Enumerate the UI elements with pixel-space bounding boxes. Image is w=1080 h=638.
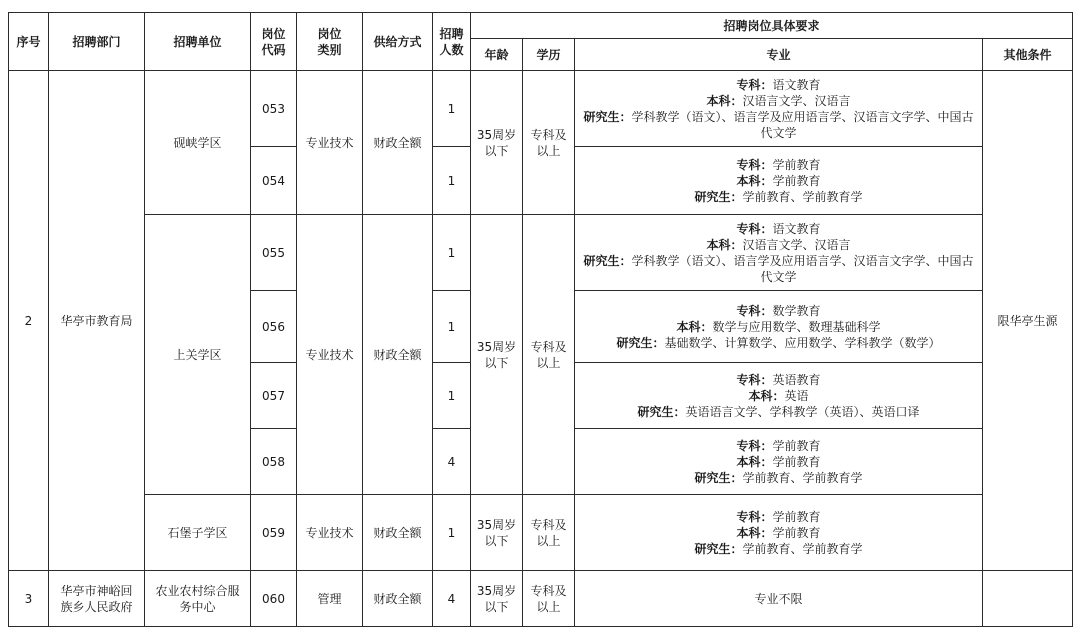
header-department: 招聘部门 — [49, 13, 145, 71]
benke-value: 学前教育 — [772, 454, 821, 469]
header-unit: 招聘单位 — [145, 13, 251, 71]
funding-cell: 财政全额 — [363, 571, 433, 627]
benke-value: 数学与应用数学、数理基础科学 — [712, 319, 881, 334]
benke-value: 学前教育 — [772, 525, 821, 540]
post-code-cell: 057 — [251, 363, 297, 429]
count-cell: 4 — [433, 429, 471, 495]
major-cell — [575, 71, 983, 147]
benke-value: 汉语言文学、汉语言 — [742, 93, 851, 108]
education-cell — [523, 571, 575, 627]
header-post-code-line1: 岗位 — [261, 26, 286, 41]
age-cell — [471, 495, 523, 571]
post-code-cell: 059 — [251, 495, 297, 571]
major-cell: 专业不限 — [575, 571, 983, 627]
department-line2: 族乡人民政府 — [60, 599, 133, 614]
education-line2: 以上 — [536, 355, 561, 370]
benke-value: 英语 — [784, 388, 809, 403]
major-cell — [575, 429, 983, 495]
major-cell — [575, 215, 983, 291]
zhuanke-label: 专科： — [736, 372, 773, 387]
age-line2: 以下 — [484, 599, 509, 614]
age-line1: 35周岁 — [476, 339, 517, 354]
other-conditions-cell: 限华亭生源 — [983, 71, 1073, 571]
count-cell: 1 — [433, 363, 471, 429]
header-post-type — [297, 13, 363, 71]
education-line1: 专科及 — [530, 517, 567, 532]
education-line2: 以上 — [536, 599, 561, 614]
age-line1: 35周岁 — [476, 583, 517, 598]
age-line1: 35周岁 — [476, 517, 517, 532]
department-cell: 华亭市教育局 — [49, 71, 145, 571]
header-education: 学历 — [523, 39, 575, 71]
table-row — [9, 215, 1073, 291]
age-line2: 以下 — [484, 143, 509, 158]
post-code-cell: 056 — [251, 291, 297, 363]
education-cell — [523, 71, 575, 215]
zhuanke-label: 专科： — [736, 221, 773, 236]
benke-value: 汉语言文学、汉语言 — [742, 237, 851, 252]
recruitment-table — [8, 12, 1073, 627]
header-post-code — [251, 13, 297, 71]
zhuanke-value: 语文教育 — [772, 77, 821, 92]
age-line2: 以下 — [484, 533, 509, 548]
count-cell: 1 — [433, 215, 471, 291]
education-line2: 以上 — [536, 143, 561, 158]
count-cell: 1 — [433, 495, 471, 571]
table-row — [9, 495, 1073, 571]
zhuanke-value: 学前教育 — [772, 438, 821, 453]
count-cell: 1 — [433, 291, 471, 363]
yanjiusheng-label: 研究生： — [694, 541, 743, 556]
funding-cell: 财政全额 — [363, 495, 433, 571]
yanjiusheng-value: 学前教育、学前教育学 — [742, 189, 863, 204]
yanjiusheng-label: 研究生： — [637, 404, 686, 419]
zhuanke-value: 英语教育 — [772, 372, 821, 387]
education-line2: 以上 — [536, 533, 561, 548]
header-requirements: 招聘岗位具体要求 — [471, 13, 1073, 39]
department-line1: 华亭市神峪回 — [60, 583, 133, 598]
post-code-cell: 054 — [251, 147, 297, 215]
zhuanke-label: 专科： — [736, 303, 773, 318]
major-cell — [575, 291, 983, 363]
yanjiusheng-label: 研究生： — [694, 189, 743, 204]
post-code-cell: 053 — [251, 71, 297, 147]
yanjiusheng-value: 学前教育、学前教育学 — [742, 541, 863, 556]
count-cell: 1 — [433, 147, 471, 215]
benke-value: 学前教育 — [772, 173, 821, 188]
yanjiusheng-label: 研究生： — [616, 335, 665, 350]
yanjiusheng-label: 研究生： — [583, 253, 632, 268]
funding-cell: 财政全额 — [363, 71, 433, 215]
header-age: 年龄 — [471, 39, 523, 71]
header-major: 专业 — [575, 39, 983, 71]
education-line1: 专科及 — [530, 339, 567, 354]
header-other: 其他条件 — [983, 39, 1073, 71]
department-cell — [49, 571, 145, 627]
age-line1: 35周岁 — [476, 127, 517, 142]
age-cell — [471, 71, 523, 215]
age-line2: 以下 — [484, 355, 509, 370]
yanjiusheng-value: 学科教学（语文）、语言学及应用语言学、汉语言文字学、中国古代文学 — [631, 253, 974, 284]
funding-cell: 财政全额 — [363, 215, 433, 495]
post-code-cell: 060 — [251, 571, 297, 627]
yanjiusheng-value: 学科教学（语文）、语言学及应用语言学、汉语言文字学、中国古代文学 — [631, 109, 974, 140]
zhuanke-label: 专科： — [736, 157, 773, 172]
count-cell: 4 — [433, 571, 471, 627]
post-type-cell: 管理 — [297, 571, 363, 627]
post-code-cell: 055 — [251, 215, 297, 291]
benke-label: 本科： — [706, 237, 743, 252]
header-count-line1: 招聘 — [439, 26, 464, 41]
post-type-cell: 专业技术 — [297, 495, 363, 571]
benke-label: 本科： — [736, 454, 773, 469]
major-cell — [575, 363, 983, 429]
unit-cell: 石堡子学区 — [145, 495, 251, 571]
yanjiusheng-value: 英语语言文学、学科教学（英语）、英语口译 — [685, 404, 920, 419]
education-line1: 专科及 — [530, 127, 567, 142]
zhuanke-value: 学前教育 — [772, 157, 821, 172]
yanjiusheng-value: 基础数学、计算数学、应用数学、学科教学（数学） — [664, 335, 941, 350]
major-cell — [575, 495, 983, 571]
seq-cell: 3 — [9, 571, 49, 627]
unit-cell: 砚峡学区 — [145, 71, 251, 215]
benke-label: 本科： — [706, 93, 743, 108]
benke-label: 本科： — [736, 173, 773, 188]
header-seq: 序号 — [9, 13, 49, 71]
header-post-type-line2: 类别 — [317, 42, 342, 57]
header-post-type-line1: 岗位 — [317, 26, 342, 41]
yanjiusheng-label: 研究生： — [694, 470, 743, 485]
education-cell — [523, 215, 575, 495]
zhuanke-label: 专科： — [736, 509, 773, 524]
post-type-cell: 专业技术 — [297, 71, 363, 215]
post-code-cell: 058 — [251, 429, 297, 495]
header-funding: 供给方式 — [363, 13, 433, 71]
count-cell: 1 — [433, 71, 471, 147]
yanjiusheng-label: 研究生： — [583, 109, 632, 124]
post-type-cell: 专业技术 — [297, 215, 363, 495]
unit-line1: 农业农村综合服 — [155, 583, 240, 598]
table-row — [9, 571, 1073, 627]
age-cell — [471, 215, 523, 495]
yanjiusheng-value: 学前教育、学前教育学 — [742, 470, 863, 485]
other-conditions-cell — [983, 571, 1073, 627]
benke-label: 本科： — [748, 388, 785, 403]
benke-label: 本科： — [676, 319, 713, 334]
zhuanke-value: 学前教育 — [772, 509, 821, 524]
zhuanke-label: 专科： — [736, 438, 773, 453]
age-cell — [471, 571, 523, 627]
unit-line2: 务中心 — [179, 599, 216, 614]
unit-cell: 上关学区 — [145, 215, 251, 495]
benke-label: 本科： — [736, 525, 773, 540]
header-post-code-line2: 代码 — [261, 42, 286, 57]
zhuanke-value: 语文教育 — [772, 221, 821, 236]
unit-cell — [145, 571, 251, 627]
education-cell — [523, 495, 575, 571]
table-row — [9, 71, 1073, 147]
header-count-line2: 人数 — [439, 42, 464, 57]
zhuanke-label: 专科： — [736, 77, 773, 92]
header-count — [433, 13, 471, 71]
education-line1: 专科及 — [530, 583, 567, 598]
major-cell — [575, 147, 983, 215]
zhuanke-value: 数学教育 — [772, 303, 821, 318]
seq-cell: 2 — [9, 71, 49, 571]
